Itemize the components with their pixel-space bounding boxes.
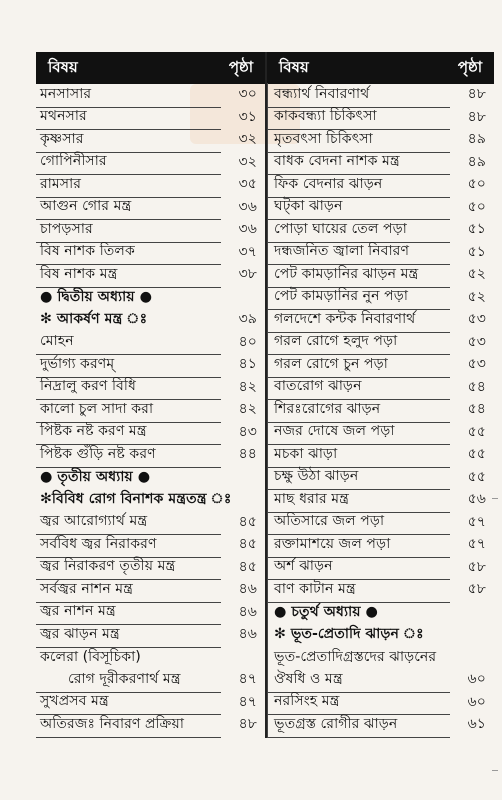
entry-title: সর্ববিধ জ্বর নিরাকরণ	[36, 533, 221, 558]
toc-entry	[36, 264, 265, 287]
entry-page-number: ৫২	[467, 266, 486, 283]
toc-entry	[36, 692, 265, 715]
entry-title: ✻বিবিধ রোগ বিনাশক মন্ত্রতন্ত্র ঃ	[40, 491, 232, 508]
entry-page-number: ৪৮	[467, 108, 486, 125]
toc-entry	[267, 287, 494, 310]
entry-title: কালো চুল সাদা করা	[36, 398, 221, 423]
entry-title: ঘট্কা ঝাড়ন	[267, 195, 450, 220]
entry-page-number: ৩৬	[238, 198, 257, 215]
entry-title: ● চতুর্থ অধ্যায় ●	[267, 601, 450, 625]
toc-entry	[267, 174, 494, 197]
entry-title: জ্বর নিরাকরণ তৃতীয় মন্ত্র	[36, 555, 221, 580]
entry-title: আগুন গোর মন্ত্র	[36, 195, 221, 220]
entry-title: গরল রোগে চুন পড়া	[267, 353, 450, 378]
entry-title: অতিরজঃ নিবারণ প্রক্রিয়া	[36, 713, 221, 738]
entry-title: গরল রোগে হলুদ পড়া	[267, 330, 450, 355]
entry-title: জ্বর আরোগ্যার্থ মন্ত্র	[36, 510, 221, 535]
entry-title: মথনসার	[36, 105, 221, 130]
entry-title: সুখপ্রসব মন্ত্র	[36, 690, 221, 715]
toc-entry	[36, 602, 265, 625]
toc-entry	[267, 557, 494, 580]
toc-entry	[36, 399, 265, 422]
entry-title: বিষ নাশক তিলক	[36, 240, 221, 265]
entry-title: পেট কামড়ানির নুন পড়া	[267, 285, 450, 310]
toc-entry	[267, 692, 494, 715]
entry-page-number: ৪৬	[238, 603, 257, 620]
toc-entry	[267, 624, 494, 647]
entry-title: ফিক বেদনার ঝাড়ন	[267, 173, 450, 198]
left-header	[36, 52, 265, 84]
toc-entry	[36, 489, 265, 512]
entry-page-number: ৫৩	[467, 356, 486, 373]
toc-entry	[36, 669, 265, 692]
entry-title: ভূত-প্রেতাদিগ্রস্তদের ঝাড়নের	[267, 646, 450, 670]
entry-title: বাধক বেদনা নাশক মন্ত্র	[267, 150, 450, 175]
toc-entry	[36, 287, 265, 310]
entry-page-number: ৩০	[238, 86, 257, 103]
entry-page-number: ৪২	[238, 378, 257, 395]
toc-entry	[267, 219, 494, 242]
entry-page-number: ৫৪	[467, 378, 486, 395]
entry-page-number: ৪৪	[238, 446, 257, 463]
page-header: পৃষ্ঠা	[228, 57, 254, 76]
toc-entry	[36, 354, 265, 377]
toc-entry	[36, 84, 265, 107]
toc-entry	[267, 354, 494, 377]
toc-entry	[267, 669, 494, 692]
entry-title: দুর্ভাগ্য করণম্	[36, 353, 221, 378]
toc-entry	[36, 129, 265, 152]
toc-entry	[267, 602, 494, 625]
toc-entry	[267, 332, 494, 355]
entry-title: পেট কামড়ানির ঝাড়ন মন্ত্র	[267, 263, 450, 288]
entry-title: মাছ ধরার মন্ত্র	[267, 488, 450, 513]
entry-page-number: ৪৭	[238, 693, 257, 710]
entry-title: রামসার	[36, 173, 221, 198]
entry-page-number: ৫৮	[467, 558, 486, 575]
entry-title: রক্তামাশয়ে জল পড়া	[267, 533, 450, 558]
entry-page-number: ৫৮	[467, 581, 486, 598]
toc-entry	[267, 512, 494, 535]
entry-title: অর্শ ঝাড়ন	[267, 555, 450, 580]
entry-title: কাকবন্ধ্যা চিকিৎসা	[267, 105, 450, 130]
entry-page-number: ৪৯	[467, 131, 486, 148]
toc-entry	[36, 174, 265, 197]
entry-title: পোড়া ঘায়ের তেল পড়া	[267, 218, 450, 243]
toc-entry	[36, 309, 265, 332]
left-column	[36, 52, 267, 738]
entry-page-number: ৬১	[467, 716, 486, 733]
entry-title: গোপিনীসার	[36, 150, 221, 175]
entry-page-number: ৫০	[467, 176, 486, 193]
entry-title: বন্ধ্যার্থ নিবারণার্থ	[267, 83, 450, 108]
entry-title: মচকা ঝাড়া	[267, 443, 450, 468]
subject-header: বিষয়	[48, 57, 78, 76]
entry-page-number: ৪৫	[238, 513, 257, 530]
entry-page-number: ৪৭	[238, 671, 257, 688]
right-header	[267, 52, 494, 84]
toc-entry	[36, 377, 265, 400]
entry-page-number: ৪৬	[238, 581, 257, 598]
entry-page-number: ৫৫	[467, 446, 486, 463]
toc-entry	[36, 242, 265, 265]
toc-entry	[36, 534, 265, 557]
entry-title: ● দ্বিতীয় অধ্যায় ●	[40, 288, 152, 305]
entry-page-number: ৫৫	[467, 468, 486, 485]
entry-title: বিষ নাশক মন্ত্র	[36, 263, 221, 288]
toc-entry	[36, 624, 265, 647]
toc-entry	[36, 714, 265, 737]
right-rows	[267, 84, 494, 737]
entry-page-number: ৩৭	[238, 243, 257, 260]
toc-entry	[267, 129, 494, 152]
toc-entry	[267, 377, 494, 400]
entry-title: বাতরোগ ঝাড়ন	[267, 375, 450, 400]
toc-entry	[36, 579, 265, 602]
entry-page-number: ৫৭	[467, 513, 486, 530]
entry-page-number: ৬০	[467, 693, 486, 710]
entry-page-number: ৫৫	[467, 423, 486, 440]
entry-title: ঔষধি ও মন্ত্র	[267, 668, 450, 693]
toc-entry	[267, 197, 494, 220]
toc-entry	[36, 647, 265, 670]
entry-page-number: ৩৮	[238, 266, 257, 283]
entry-page-number: ৪৮	[238, 716, 257, 733]
entry-page-number: ৪৬	[238, 626, 257, 643]
entry-title: কৃষ্ণসার	[36, 128, 221, 153]
toc-entry	[36, 467, 265, 490]
left-rows	[36, 84, 265, 737]
entry-title: সর্বজ্বর নাশন মন্ত্র	[36, 578, 221, 603]
toc-entry	[36, 152, 265, 175]
entry-title: দন্ধজনিত জ্বালা নিবারণ	[267, 240, 450, 265]
entry-page-number: ৪০	[238, 333, 257, 350]
entry-title: ● তৃতীয় অধ্যায় ●	[40, 468, 151, 485]
entry-title: পিষ্টক গুঁড়ি নষ্ট করণ	[36, 443, 221, 468]
entry-page-number: ৩২	[238, 131, 257, 148]
page-header: পৃষ্ঠা	[457, 57, 483, 76]
entry-page-number: ৪২	[238, 401, 257, 418]
entry-page-number: ৫১	[467, 243, 486, 260]
toc-entry	[36, 557, 265, 580]
entry-page-number: ৩৬	[238, 221, 257, 238]
entry-title: পিষ্টক নষ্ট করণ মন্ত্র	[36, 420, 221, 445]
entry-title: শিরঃরোগের ঝাড়ন	[267, 398, 450, 423]
contents-table	[36, 52, 494, 738]
entry-title: ভূতগ্রস্ত রোগীর ঝাড়ন	[267, 713, 450, 738]
entry-page-number: ৫৭	[467, 536, 486, 553]
entry-page-number: ৫৩	[467, 311, 486, 328]
entry-page-number: ৪৫	[238, 558, 257, 575]
entry-page-number: ৫৪	[467, 401, 486, 418]
entry-title: মৃতবৎসা চিকিৎসা	[267, 128, 450, 153]
entry-page-number: ৪৯	[467, 153, 486, 170]
toc-entry	[267, 264, 494, 287]
entry-title: নিদ্রালু করণ বিধি	[36, 375, 221, 400]
entry-title: গলদেশে কন্টক নিবারণার্থ	[267, 308, 450, 333]
toc-entry	[36, 422, 265, 445]
toc-entry	[267, 242, 494, 265]
entry-page-number: ৫২	[467, 288, 486, 305]
entry-page-number: ৫৬	[467, 491, 486, 508]
entry-title: রোগ দূরীকরণার্থ মন্ত্র	[36, 668, 221, 693]
toc-entry	[267, 309, 494, 332]
entry-page-number: ৫৩	[467, 333, 486, 350]
entry-title: জ্বর নাশন মন্ত্র	[36, 600, 221, 625]
entry-page-number: ৪৫	[238, 536, 257, 553]
entry-page-number: ৬০	[467, 671, 486, 688]
entry-title: অতিসারে জল পড়া	[267, 510, 450, 535]
toc-entry	[267, 489, 494, 512]
toc-entry	[36, 332, 265, 355]
entry-page-number: ৪৩	[238, 423, 257, 440]
entry-title: বাণ কাটান মন্ত্র	[267, 578, 450, 603]
entry-title: কলেরা (বিসূচিকা)	[40, 648, 141, 665]
toc-entry	[267, 534, 494, 557]
toc-entry	[267, 152, 494, 175]
right-column	[267, 52, 494, 738]
edge-mark	[492, 770, 498, 771]
entry-page-number: ৩২	[238, 153, 257, 170]
entry-page-number: ৩৯	[238, 311, 257, 328]
toc-entry	[267, 579, 494, 602]
toc-entry	[36, 444, 265, 467]
entry-title: চাপড়সার	[36, 218, 221, 243]
entry-title: জ্বর ঝাড়ন মন্ত্র	[36, 623, 221, 648]
toc-entry	[36, 107, 265, 130]
entry-title: ✻ আকর্ষণ মন্ত্র ঃ	[40, 311, 148, 328]
toc-entry	[36, 197, 265, 220]
toc-entry	[36, 219, 265, 242]
entry-page-number: ৩৫	[238, 176, 257, 193]
toc-entry	[267, 714, 494, 737]
toc-entry	[267, 107, 494, 130]
toc-entry	[36, 512, 265, 535]
entry-page-number: ৪৮	[467, 86, 486, 103]
toc-entry	[267, 422, 494, 445]
entry-title: মোহন	[36, 330, 221, 355]
entry-title: নজর দোষে জল পড়া	[267, 420, 450, 445]
toc-entry	[267, 444, 494, 467]
toc-entry	[267, 467, 494, 490]
entry-page-number: ৩১	[238, 108, 257, 125]
entry-title: চক্ষু উঠা ঝাড়ন	[267, 465, 450, 490]
entry-page-number: ৫০	[467, 198, 486, 215]
entry-title: ✻ ভূত-প্রেতাদি ঝাড়ন ঃ	[267, 623, 450, 647]
edge-mark	[492, 498, 498, 499]
subject-header: বিষয়	[279, 57, 309, 76]
toc-entry	[267, 647, 494, 670]
toc-entry	[267, 84, 494, 107]
toc-entry	[267, 399, 494, 422]
entry-page-number: ৪১	[238, 356, 257, 373]
entry-page-number: ৫১	[467, 221, 486, 238]
entry-title: নরসিংহ মন্ত্র	[267, 690, 450, 715]
entry-title: মনসাসার	[36, 83, 221, 108]
